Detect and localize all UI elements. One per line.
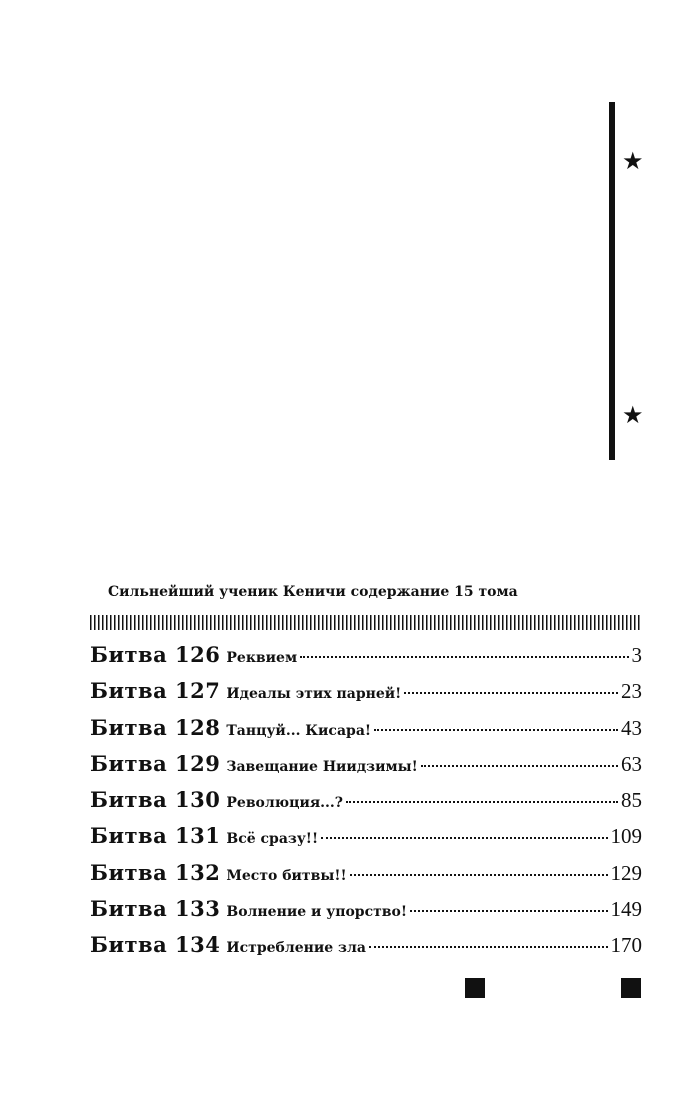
chapter-title: Всё сразу!! <box>226 831 319 848</box>
battle-number: Битва 129 <box>90 750 221 776</box>
battle-number: Битва 134 <box>90 932 221 958</box>
chapter-title: Завещание Ниидзимы! <box>226 758 418 775</box>
dot-leader <box>374 729 618 731</box>
page-number: 85 <box>621 788 642 813</box>
battle-number: Битва 128 <box>90 714 221 740</box>
toc-entry <box>90 715 642 751</box>
toc-title: Сильнейший ученик Кеничи содержание 15 тома <box>108 584 518 600</box>
table-of-contents <box>90 642 642 969</box>
dot-leader <box>350 874 608 876</box>
dot-leader <box>410 910 607 912</box>
square-marker <box>621 978 641 998</box>
toc-entry <box>90 896 642 932</box>
battle-number: Битва 127 <box>90 678 221 704</box>
page-number: 149 <box>610 897 642 922</box>
dot-leader <box>300 656 628 658</box>
toc-entry <box>90 751 642 787</box>
toc-entry <box>90 678 642 714</box>
battle-number: Битва 126 <box>90 642 221 667</box>
toc-entry <box>90 787 642 823</box>
toc-entry <box>90 932 642 968</box>
star-icon: ★ <box>622 401 644 429</box>
chapter-title: Идеалы этих парней! <box>226 686 402 703</box>
battle-number: Битва 131 <box>90 823 221 849</box>
battle-number: Битва 130 <box>90 787 221 813</box>
toc-entry <box>90 823 642 859</box>
star-icon: ★ <box>622 147 644 175</box>
chapter-title: Истребление зла <box>226 940 366 957</box>
dot-leader <box>321 837 607 839</box>
chapter-title: Революция...? <box>226 795 344 812</box>
chapter-title: Место битвы!! <box>226 867 347 884</box>
battle-number: Битва 133 <box>90 896 221 922</box>
dot-leader <box>369 946 608 948</box>
vertical-divider-line <box>609 102 615 460</box>
dot-leader <box>421 765 618 767</box>
chapter-title: Волнение и упорство! <box>226 904 408 921</box>
battle-number: Битва 132 <box>90 859 221 885</box>
chapter-title: Реквием <box>226 650 298 666</box>
chapter-title: Танцуй... Кисара! <box>226 722 372 739</box>
toc-entry <box>90 860 642 896</box>
tick-ruler <box>90 615 642 630</box>
page-number: 170 <box>610 933 642 958</box>
page-number: 3 <box>631 643 642 667</box>
page-number: 43 <box>621 715 642 740</box>
square-marker <box>465 978 485 998</box>
dot-leader <box>404 692 618 694</box>
page-number: 109 <box>610 824 642 849</box>
page-number: 63 <box>621 751 642 776</box>
page-number: 23 <box>621 679 642 704</box>
toc-entry <box>90 642 642 678</box>
page-number: 129 <box>610 860 642 885</box>
dot-leader <box>346 801 618 803</box>
